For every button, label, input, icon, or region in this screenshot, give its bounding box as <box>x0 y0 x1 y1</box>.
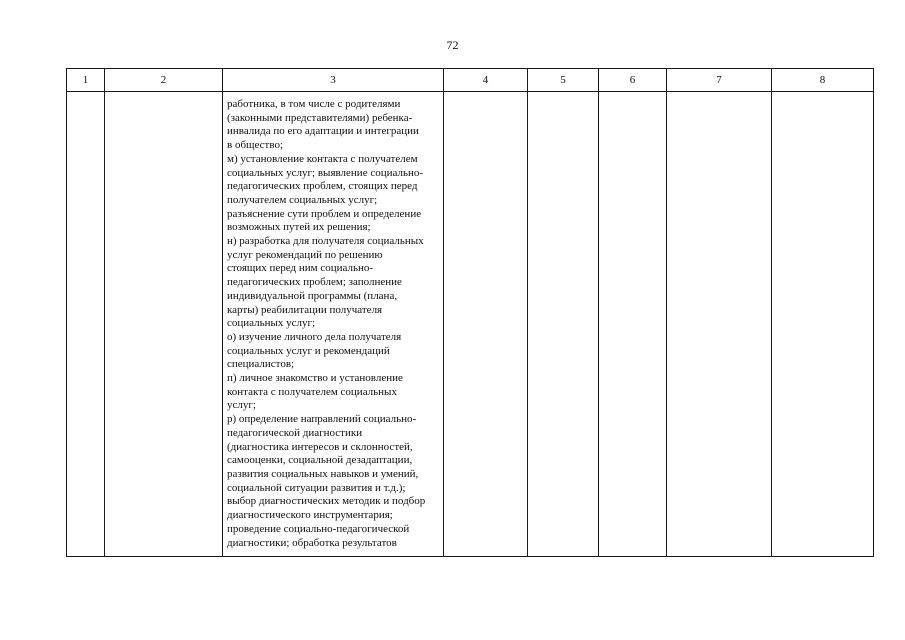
description-line: контакта с получателем социальных <box>227 385 397 398</box>
description-line: педагогических проблем; заполнение <box>227 276 402 289</box>
description-line: социальной ситуации развития и т.д.); <box>227 481 406 494</box>
cell-col-2 <box>105 92 223 557</box>
description-line: работника, в том числе с родителями <box>227 98 401 110</box>
column-header-4: 4 <box>444 69 528 92</box>
cell-col-3-service-description <box>223 92 444 557</box>
description-line: индивидуальной программы (плана, <box>227 289 398 302</box>
description-line: н) разработка для получателя социальных <box>227 235 424 248</box>
description-line: карты) реабилитации получателя <box>227 303 383 316</box>
description-line: услуг; <box>227 399 256 412</box>
description-line: о) изучение личного дела получателя <box>227 330 402 343</box>
description-line: м) установление контакта с получателем <box>227 152 418 165</box>
description-line: специалистов; <box>227 358 295 371</box>
description-line: п) личное знакомство и установление <box>227 372 403 385</box>
description-line: социальных услуг; выявление социально- <box>227 166 424 179</box>
cell-col-6 <box>599 92 667 557</box>
description-line: инвалида по его адаптации и интеграции <box>227 125 419 138</box>
description-line: социальных услуг и рекомендаций <box>227 344 390 357</box>
description-line: выбор диагностических методик и подбор <box>227 495 426 508</box>
description-line: проведение социально-педагогической <box>227 522 410 535</box>
description-line: развития социальных навыков и умений, <box>227 467 419 480</box>
description-line: получателем социальных услуг; <box>227 193 378 206</box>
page-number: 72 <box>446 38 459 52</box>
description-line: самооценки, социальной дезадаптации, <box>227 454 413 467</box>
column-header-1: 1 <box>67 69 105 92</box>
column-header-7: 7 <box>667 69 772 92</box>
description-line: (законными представителями) ребенка- <box>227 111 413 124</box>
description-line: педагогической диагностики <box>227 426 363 439</box>
column-header-5: 5 <box>528 69 599 92</box>
cell-col-8 <box>772 92 874 557</box>
column-header-8: 8 <box>772 69 874 92</box>
description-line: р) определение направлений социально- <box>227 413 417 426</box>
table-header-row <box>67 69 874 92</box>
description-line: в общество; <box>227 139 284 152</box>
column-header-3: 3 <box>223 69 444 92</box>
cell-col-5 <box>528 92 599 557</box>
cell-col-1 <box>67 92 105 557</box>
column-header-2: 2 <box>105 69 223 92</box>
description-line: стоящих перед ним социально- <box>227 262 374 275</box>
description-line: услуг рекомендаций по решению <box>227 248 383 261</box>
description-line: диагностики; обработка результатов <box>227 536 397 549</box>
description-line: разъяснение сути проблем и определение <box>227 207 422 220</box>
description-line: возможных путей их решения; <box>227 221 371 234</box>
description-line: (диагностика интересов и склонностей, <box>227 440 413 453</box>
description-line: диагностического инструментария; <box>227 509 393 522</box>
cell-col-7 <box>667 92 772 557</box>
services-table <box>66 68 874 557</box>
column-header-6: 6 <box>599 69 667 92</box>
description-line: педагогических проблем, стоящих перед <box>227 180 418 193</box>
description-line: социальных услуг; <box>227 317 316 330</box>
cell-col-4 <box>444 92 528 557</box>
table-row <box>67 92 874 557</box>
